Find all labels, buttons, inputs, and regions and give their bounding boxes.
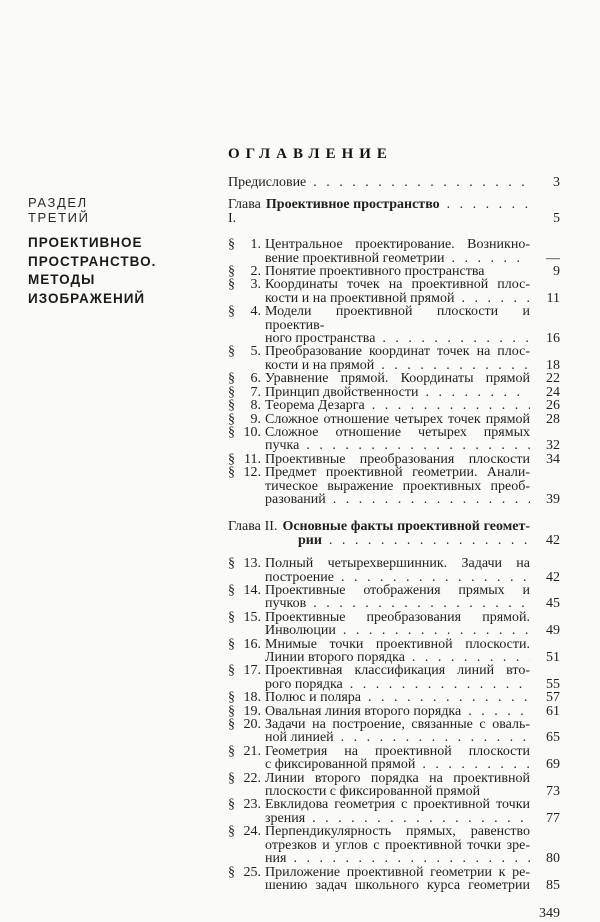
entry-text-line (265, 571, 530, 584)
section-number-label (228, 372, 261, 385)
dot-leader (375, 332, 530, 345)
section-number-label (228, 386, 261, 399)
entry-text-line (265, 718, 530, 731)
entry-page-number: 3 (553, 175, 560, 190)
section-number-label (228, 866, 261, 879)
entry-text: разований (265, 491, 326, 507)
entry-text-line (265, 852, 530, 865)
entry-text: Мнимые точки проективной плоскости. (265, 636, 530, 652)
entry-page-number: 24 (546, 384, 560, 400)
section-number: 2. (250, 264, 261, 280)
section-number: 4. (250, 304, 261, 320)
entry-body (228, 426, 530, 453)
section-number-label (228, 278, 261, 291)
entry-text-line (265, 691, 530, 704)
paragraph-mark: § (228, 690, 235, 706)
entry-text-line (265, 265, 530, 278)
entry-page-number: 11 (546, 290, 560, 306)
paragraph-mark: § (228, 465, 235, 481)
entry-body (228, 198, 530, 225)
entry-body (228, 520, 530, 547)
entry-text-line (228, 176, 530, 189)
entry-page-number: 80 (546, 851, 560, 867)
entry-page-number: 34 (546, 451, 560, 467)
paragraph-mark: § (228, 743, 235, 759)
dot-leader (343, 678, 530, 691)
dot-leader (461, 705, 530, 718)
dot-leader (365, 399, 530, 412)
section-number: 21. (243, 743, 261, 759)
dot-leader (334, 571, 530, 584)
toc-entry (228, 718, 560, 745)
section-number: 3. (250, 277, 261, 293)
entry-text: рого порядка (265, 676, 343, 692)
entry-page-number: 57 (546, 690, 560, 706)
entry-text: Проективная классификация линий вто- (265, 663, 530, 679)
dot-leader (306, 597, 530, 610)
entry-page-number: 85 (546, 877, 560, 893)
section-number: 5. (250, 344, 261, 360)
section-number-label (228, 798, 261, 811)
entry-text: Овальная линия второго порядка (265, 703, 462, 719)
entry-text: Предисловие (228, 175, 307, 190)
entry-text: Перпендикулярность прямых, равенство (265, 824, 530, 840)
entry-page-number: 73 (546, 784, 560, 800)
entry-body (228, 718, 530, 745)
paragraph-mark: § (228, 582, 235, 598)
entry-page-number: — (546, 250, 560, 266)
entry-page-number: 42 (546, 569, 560, 585)
section-number: 1. (250, 237, 261, 253)
toc-entry (228, 278, 560, 305)
entry-text: ной линией (265, 730, 334, 746)
entry-text: ния (265, 851, 287, 867)
entry-text-line (265, 372, 530, 385)
entry-text-line (228, 520, 530, 533)
dot-leader (374, 359, 530, 372)
entry-body (228, 278, 530, 305)
dot-leader (336, 624, 530, 637)
dot-leader (306, 176, 530, 189)
entry-text: Теорема Дезарга (265, 398, 365, 414)
entry-text-line (265, 278, 530, 291)
paragraph-mark: § (228, 797, 235, 813)
entry-text-line (265, 866, 530, 879)
entry-body (228, 238, 530, 265)
section-number-label (228, 664, 261, 677)
dot-leader (326, 493, 530, 506)
paragraph-mark: § (228, 663, 235, 679)
entry-text: ного пространства (265, 331, 376, 347)
entry-page-number: 51 (546, 650, 560, 665)
paragraph-mark: § (228, 277, 235, 293)
section-number-label (228, 453, 261, 466)
chapter-title-text: Проективное пространство (265, 197, 440, 213)
entry-text-line (265, 651, 530, 664)
toc-entry (228, 399, 560, 412)
entry-body (228, 705, 530, 718)
toc-entry (228, 305, 560, 345)
entry-text-line (265, 758, 530, 771)
paragraph-mark: § (228, 556, 235, 572)
section-number-label (228, 825, 261, 838)
section-label (28, 196, 203, 225)
paragraph-mark: § (228, 371, 235, 387)
section-number: 13. (243, 556, 261, 572)
section-number: 22. (243, 770, 261, 786)
entry-text-line (265, 611, 530, 624)
entry-text: кости и на проективной прямой (265, 290, 455, 306)
folio-page-number: 349 (539, 906, 560, 922)
section-number-label (228, 399, 261, 412)
entry-text-line (265, 252, 530, 265)
entry-body (228, 557, 530, 584)
entry-text-line (265, 238, 530, 251)
dot-leader (418, 386, 530, 399)
entry-body (228, 638, 530, 665)
entry-body (228, 413, 530, 426)
section-number-label (228, 718, 261, 731)
table-of-contents (228, 146, 560, 922)
dot-leader (322, 534, 530, 547)
entry-text: шению задач школьного курса геометрии (265, 877, 530, 893)
entry-text: Предмет проективной геометрии. Анали- (265, 465, 530, 481)
entry-body (228, 825, 530, 865)
entry-body (228, 798, 530, 825)
section-number-label (228, 705, 261, 718)
toc-entry (228, 866, 560, 893)
entry-page-number: 39 (546, 491, 560, 507)
entry-text-line (265, 332, 530, 345)
entry-body (228, 305, 530, 345)
chapter-title-text: Основные факты проективной геомет- (282, 519, 530, 535)
toc-entry (228, 825, 560, 865)
entry-text-line (228, 534, 530, 547)
entry-text: с фиксированной прямой (265, 757, 416, 773)
toc-entry (228, 798, 560, 825)
dot-leader (361, 691, 530, 704)
paragraph-mark: § (228, 344, 235, 360)
section-number: 11. (244, 451, 261, 467)
toc-entry (228, 584, 560, 611)
section-number-label (228, 611, 261, 624)
entry-page-number: 5 (553, 210, 560, 226)
entry-text: вение проективной геометрии (265, 250, 445, 266)
section-number-label (228, 638, 261, 651)
paragraph-mark: § (228, 304, 235, 320)
section-number-label (228, 345, 261, 358)
section-number-label (228, 305, 261, 318)
entry-page-number: 9 (553, 264, 560, 280)
entry-page-number: 77 (546, 810, 560, 826)
toc-entry (228, 772, 560, 799)
section-number: 19. (243, 703, 261, 719)
entry-page-number: 26 (546, 398, 560, 414)
paragraph-mark: § (228, 703, 235, 719)
entry-text-line (265, 705, 530, 718)
section-title-line: ПРОЕКТИВНОЕ (28, 235, 143, 251)
entry-text: Центральное проектирование. Возникно- (265, 237, 530, 253)
entry-page-number: 65 (546, 730, 560, 746)
entry-body (228, 466, 530, 506)
entry-text-line (265, 480, 530, 493)
paragraph-mark: § (228, 451, 235, 467)
entry-text-line (265, 879, 530, 892)
entry-text: кости и на прямой (265, 357, 375, 373)
entry-text-line (265, 839, 530, 852)
toc-entry (228, 345, 560, 372)
entry-text: Проективные преобразования прямой. (265, 609, 530, 625)
entry-page-number: 32 (546, 438, 560, 454)
toc-entry (228, 611, 560, 638)
entry-text-line (265, 466, 530, 479)
entry-text: рии (298, 532, 322, 548)
section-number-label (228, 691, 261, 704)
entry-text: Полный четырехвершинник. Задачи на (265, 556, 530, 572)
entry-text: Полюс и поляра (265, 690, 362, 706)
entry-text-line (265, 413, 530, 426)
entry-text-line (265, 453, 530, 466)
toc-title: ОГЛАВЛЕНИЕ (228, 146, 393, 162)
entry-text: Сложное отношение четырех прямых (265, 424, 530, 440)
chapter-prefix: Глава I. (228, 197, 261, 226)
dot-leader (440, 198, 530, 211)
entry-body (228, 176, 530, 189)
entry-text: зрения (265, 810, 306, 826)
entry-text: пучка (265, 438, 300, 454)
paragraph-mark: § (228, 411, 235, 427)
entry-page-number: 45 (546, 596, 560, 612)
toc-entry (228, 413, 560, 426)
entry-text: Задачи на построение, связанные с оваль- (265, 717, 530, 733)
section-title-line: ИЗОБРАЖЕНИЙ (28, 290, 146, 306)
section-number: 24. (243, 824, 261, 840)
paragraph-mark: § (228, 237, 235, 253)
section-number: 12. (243, 465, 261, 481)
section-number-label (228, 557, 261, 570)
entry-body (228, 664, 530, 691)
section-number-label (228, 265, 261, 278)
toc-entry (228, 426, 560, 453)
entry-body (228, 386, 530, 399)
entry-text: плоскости с фиксированной прямой (265, 784, 481, 800)
entry-text-line (265, 584, 530, 597)
toc-entry (228, 691, 560, 704)
entry-text: Геометрия на проективной плоскости (265, 743, 530, 759)
paragraph-mark: § (228, 824, 235, 840)
toc-entry (228, 386, 560, 399)
entry-page-number: 28 (546, 411, 560, 427)
entry-text: Линии второго порядка (265, 650, 405, 665)
dot-leader (299, 439, 530, 452)
entry-text: тическое выражение проективных преоб- (265, 478, 530, 494)
entry-text-line (265, 825, 530, 838)
dot-leader (445, 252, 531, 265)
entry-text-line (265, 597, 530, 610)
dot-leader (286, 852, 530, 865)
section-number: 10. (243, 424, 261, 440)
section-number: 15. (243, 609, 261, 625)
chapter-prefix: Глава II. (228, 519, 278, 535)
entry-body (228, 691, 530, 704)
paragraph-mark: § (228, 609, 235, 625)
section-title-line: МЕТОДЫ (28, 272, 96, 288)
dot-leader (405, 651, 530, 664)
toc-entries (228, 176, 560, 892)
paragraph-mark: § (228, 864, 235, 880)
section-number: 25. (243, 864, 261, 880)
toc-entry (228, 238, 560, 265)
paragraph-mark: § (228, 770, 235, 786)
entry-text-line (265, 785, 530, 798)
entry-text: Сложное отношение четырех точек прямой (265, 411, 530, 427)
entry-text-line (265, 638, 530, 651)
entry-text-line (265, 731, 530, 744)
entry-text-line (265, 745, 530, 758)
entry-text-line (265, 305, 530, 332)
toc-entry (228, 466, 560, 506)
section-number: 6. (250, 371, 261, 387)
entry-text: Проективные отображения прямых и (265, 582, 530, 598)
entry-body (228, 453, 530, 466)
toc-entry (228, 557, 560, 584)
dot-leader (454, 292, 530, 305)
paragraph-mark: § (228, 384, 235, 400)
entry-text: Понятие проективного пространства (265, 264, 485, 280)
section-number-label (228, 238, 261, 251)
entry-text: Линии второго порядка на проективной (265, 770, 530, 786)
entry-text: построение (265, 569, 334, 585)
dot-leader (334, 731, 530, 744)
entry-body (228, 372, 530, 385)
toc-entry (228, 745, 560, 772)
section-number: 23. (243, 797, 261, 813)
entry-text-line (265, 624, 530, 637)
entry-text-line (265, 399, 530, 412)
section-number: 20. (243, 717, 261, 733)
entry-body (228, 866, 530, 893)
toc-entry (228, 453, 560, 466)
section-label-line: ТРЕТИЙ (28, 209, 90, 225)
dot-leader (305, 812, 530, 825)
entry-text-line (265, 426, 530, 439)
section-number-label (228, 584, 261, 597)
entry-page-number: 49 (546, 623, 560, 639)
entry-text-line (265, 798, 530, 811)
entry-body (228, 772, 530, 799)
entry-text-line (265, 359, 530, 372)
section-number-label (228, 745, 261, 758)
entry-body (228, 399, 530, 412)
entry-text-line (265, 345, 530, 358)
toc-entry (228, 638, 560, 665)
entry-text-line (265, 439, 530, 452)
entry-text: Уравнение прямой. Координаты прямой (265, 371, 530, 387)
entry-page-number: 69 (546, 757, 560, 773)
entry-text-line (265, 772, 530, 785)
entry-text: Преобразование координат точек на плос- (265, 344, 530, 360)
entry-text: Проективные преобразования плоскости (265, 451, 530, 467)
entry-text: отрезков и углов с проективной точки зре- (265, 837, 530, 853)
section-number: 8. (250, 398, 261, 414)
entry-page-number: 55 (546, 676, 560, 692)
dot-leader (415, 758, 530, 771)
paragraph-mark: § (228, 636, 235, 652)
entry-page-number: 42 (546, 532, 560, 548)
section-title (28, 234, 203, 308)
toc-entry (228, 705, 560, 718)
section-number: 9. (250, 411, 261, 427)
entry-text: Модели проективной плоскости и проектив- (265, 304, 530, 333)
entry-body (228, 345, 530, 372)
entry-text: пучков (265, 596, 307, 612)
entry-text-line (265, 557, 530, 570)
paragraph-mark: § (228, 717, 235, 733)
section-number-label (228, 772, 261, 785)
section-number-label (228, 466, 261, 479)
section-sidebar (28, 196, 203, 309)
toc-entry (228, 176, 560, 189)
entry-body (228, 584, 530, 611)
section-number: 18. (243, 690, 261, 706)
toc-entry (228, 372, 560, 385)
entry-body (228, 265, 530, 278)
entry-text: Инволюции (265, 623, 336, 639)
entry-text: Евклидова геометрия с проективной точки (265, 797, 530, 813)
toc-entry (228, 520, 560, 547)
section-number: 7. (250, 384, 261, 400)
entry-text-line (228, 198, 530, 225)
section-title-line: ПРОСТРАНСТВО. (28, 253, 157, 269)
entry-text-line (265, 678, 530, 691)
section-number-label (228, 413, 261, 426)
paragraph-mark: § (228, 398, 235, 414)
entry-text-line (265, 493, 530, 506)
entry-page-number: 16 (546, 331, 560, 347)
section-number: 16. (243, 636, 261, 652)
section-label-line: РАЗДЕЛ (28, 195, 88, 210)
toc-entry (228, 265, 560, 278)
entry-text: Координаты точек на проективной плос- (265, 277, 530, 293)
entry-text-line (265, 292, 530, 305)
entry-text-line (265, 812, 530, 825)
entry-page-number: 61 (546, 703, 560, 719)
entry-body (228, 745, 530, 772)
entry-text-line (265, 386, 530, 399)
toc-entry (228, 198, 560, 225)
paragraph-mark: § (228, 424, 235, 440)
entry-page-number: 22 (546, 371, 560, 387)
entry-text-line (265, 664, 530, 677)
toc-entry (228, 664, 560, 691)
entry-body (228, 611, 530, 638)
entry-page-number: 18 (546, 357, 560, 373)
entry-text: Приложение проективной геометрии к ре- (265, 864, 530, 880)
section-number: 17. (243, 663, 261, 679)
entry-text: Принцип двойственности (265, 384, 419, 400)
paragraph-mark: § (228, 264, 235, 280)
section-number: 14. (243, 582, 261, 598)
section-number-label (228, 426, 261, 439)
